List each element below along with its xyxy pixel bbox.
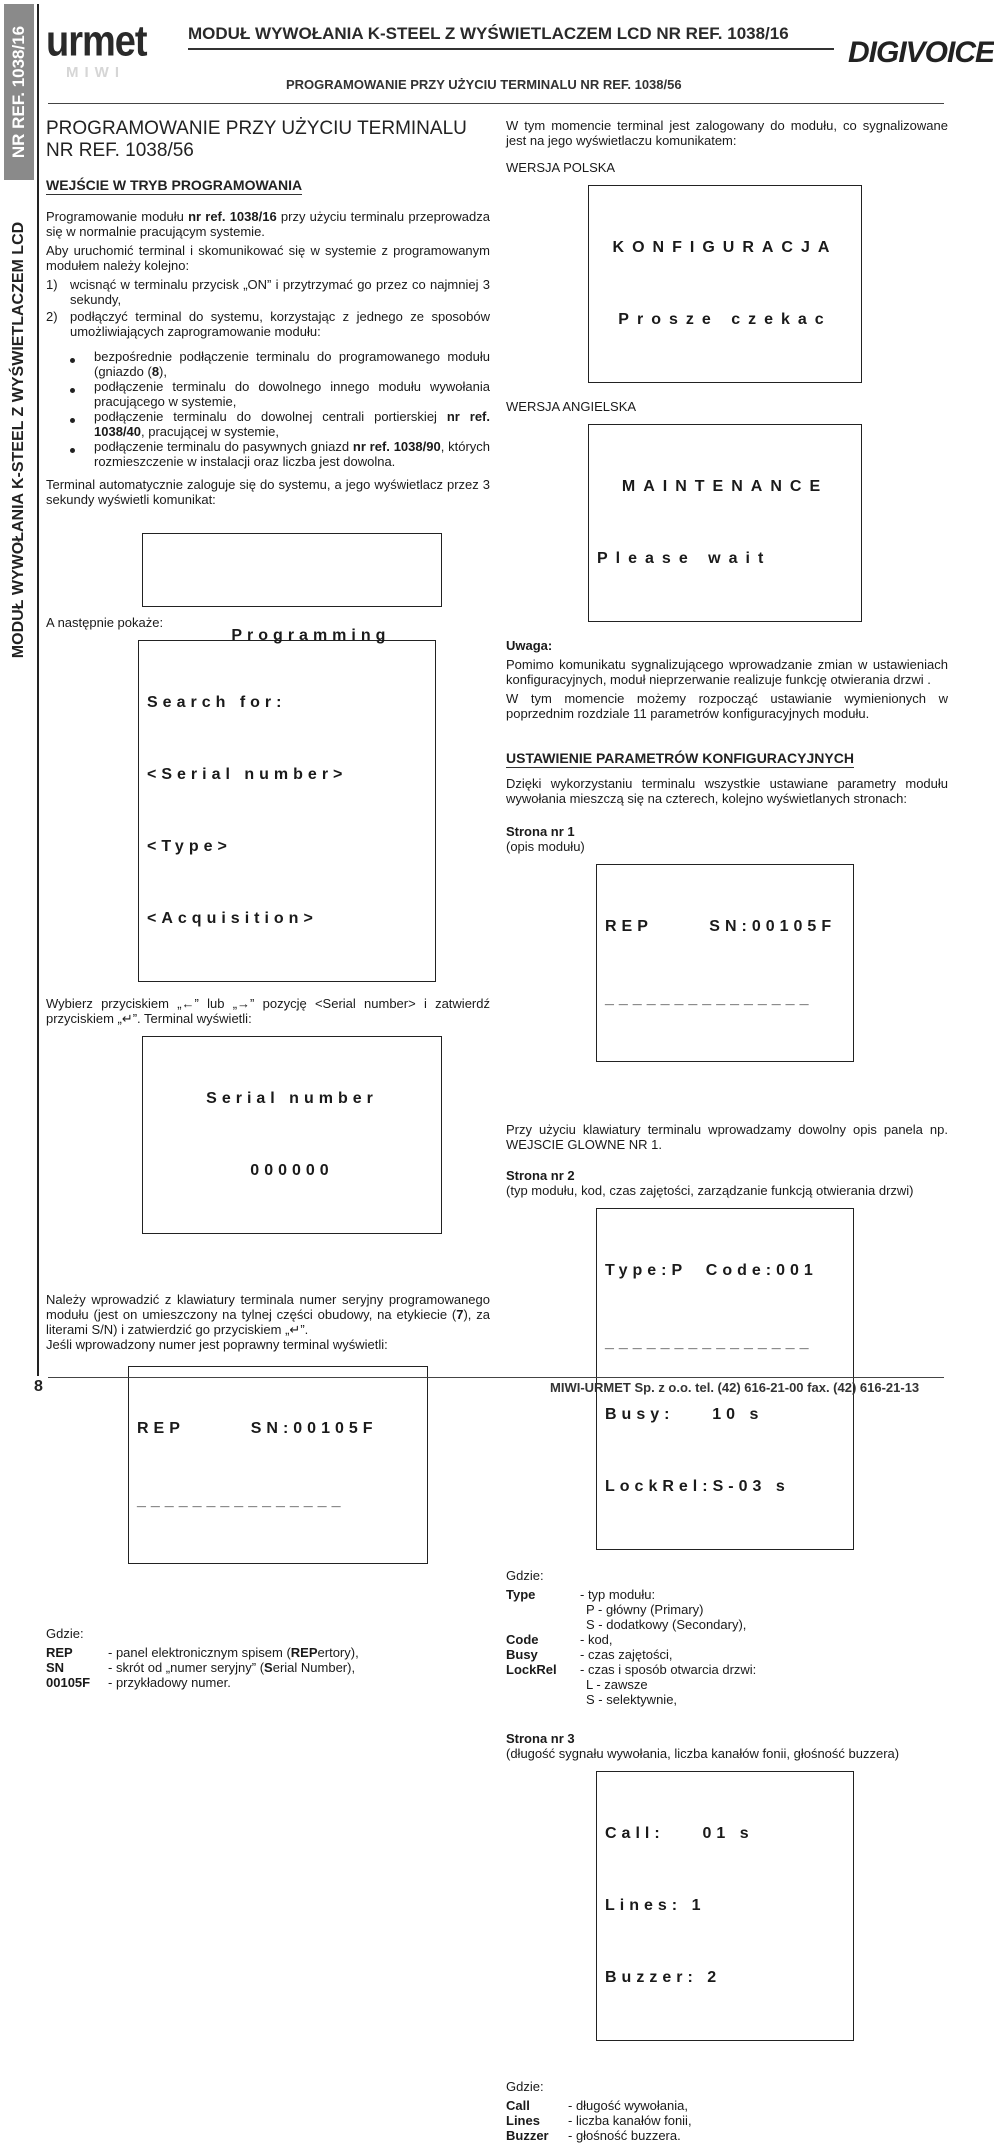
- lcd-row: MAINTENANCE: [621, 478, 829, 495]
- lcd-page3-display: [596, 1771, 854, 2041]
- logo-sub-text: MIWI: [66, 64, 125, 81]
- bullet-text: [94, 439, 490, 469]
- bullet-text-part: podłączenie terminalu do dowolnej centrali portierskiej: [94, 409, 447, 424]
- definition-key: Type: [506, 1587, 536, 1602]
- definition-text: - skrót od „numer seryjny” (: [108, 1660, 265, 1675]
- definition-key: LockRel: [506, 1662, 557, 1677]
- lcd-row: Search for:: [147, 694, 287, 711]
- definition-text: ertory),: [317, 1645, 359, 1660]
- auto-login-paragraph: Terminal automatycznie zaloguje się do systemu, a jego wyświetlacz przez 3 sekundy wyświetli komunikat:: [46, 477, 490, 507]
- section-title-config: USTAWIENIE PARAMETRÓW KONFIGURACYJNYCH: [506, 750, 854, 766]
- definition-text: erial Number),: [272, 1660, 356, 1675]
- list-item: [46, 1660, 490, 1675]
- page2-definitions-list: [506, 1587, 948, 1707]
- definition-text: - przykładowy numer.: [108, 1675, 231, 1690]
- list-item: [506, 1617, 948, 1632]
- list-item: [506, 2098, 948, 2113]
- main-heading-line2: NR REF. 1038/56: [46, 140, 194, 161]
- lcd-english-display: [588, 424, 862, 622]
- side-divider: [37, 4, 39, 1376]
- lcd-serial-display: [142, 1036, 442, 1234]
- version-polish-label: WERSJA POLSKA: [506, 160, 616, 175]
- step-text: wcisnąć w terminalu przycisk „ON” i przytrzymać go przez co najmniej 3 sekundy,: [70, 277, 490, 307]
- definition-value: L - zawsze: [586, 1677, 648, 1692]
- definition-key: Code: [506, 1632, 539, 1647]
- version-english-label: WERSJA ANGIELSKA: [506, 399, 637, 414]
- definition-key: 00105F: [46, 1675, 91, 1690]
- list-item: [506, 1677, 948, 1692]
- enter-serial-paragraph: [46, 1292, 490, 1337]
- lcd-row: REP SN:00105F: [137, 1420, 378, 1437]
- footer-company-info: MIWI-URMET Sp. z o.o. tel. (42) 616-21-00 fax. (42) 616-21-13: [550, 1380, 920, 1395]
- bullet-text-part: ),: [159, 364, 167, 379]
- side-vertical-title: [4, 190, 34, 690]
- definition-value: [108, 1645, 490, 1660]
- bullet-icon: [68, 379, 94, 409]
- section-title-programming-mode: WEJŚCIE W TRYB PROGRAMOWANIA: [46, 177, 303, 193]
- list-item: [46, 277, 490, 307]
- list-item: [68, 409, 490, 439]
- enter-serial-bold: 7: [456, 1307, 464, 1322]
- bullet-icon: [68, 349, 94, 379]
- side-reference-label: NR REF. 1038/16: [9, 25, 28, 159]
- definition-value: - typ modułu:: [580, 1587, 656, 1602]
- definition-value: [108, 1660, 490, 1675]
- page2-subtitle: (typ modułu, kod, czas zajętości, zarządzanie funkcją otwierania drzwi): [506, 1183, 914, 1198]
- step-number: 2): [46, 309, 58, 324]
- definition-value: - kod,: [580, 1632, 613, 1647]
- header-divider: [48, 103, 944, 104]
- definitions-list: [46, 1645, 490, 1690]
- definition-key: [506, 1602, 586, 1617]
- lcd-row: Call: 01 s: [605, 1825, 754, 1842]
- page2-title: Strona nr 2: [506, 1168, 575, 1183]
- page3-title: Strona nr 3: [506, 1731, 575, 1746]
- lcd-programming-text: Programming: [231, 627, 391, 644]
- lcd-row: <Acquisition>: [147, 910, 318, 927]
- page-number: 8: [34, 1378, 43, 1395]
- bullet-text-bold: nr ref. 1038/40: [94, 409, 491, 439]
- lcd-row: Busy: 10 s: [605, 1406, 764, 1423]
- definition-bold: S: [264, 1660, 273, 1675]
- enter-serial-text: Należy wprowadzić z klawiatury terminala numer seryjny programowanego modułu (jest on umieszczony na tylnej części obudowy, na etykiecie (: [46, 1292, 490, 1322]
- list-item: [68, 439, 490, 469]
- logo-text: urmet: [46, 17, 147, 66]
- lcd-programming-display: [142, 533, 442, 644]
- lcd-row: _______________: [605, 1334, 814, 1351]
- steps-list: [46, 277, 490, 339]
- list-item: [506, 2113, 948, 2128]
- list-item: [506, 1602, 948, 1617]
- lcd-row: Type:P Code:001: [605, 1262, 818, 1279]
- lcd-row: Prosze czekac: [618, 311, 832, 328]
- definition-value: [108, 1675, 490, 1690]
- definition-text: - panel elektronicznym spisem (: [108, 1645, 291, 1660]
- definition-key: REP: [46, 1645, 73, 1660]
- list-item: [506, 1587, 948, 1602]
- bullet-text-part: bezpośrednie podłączenie terminalu do programowanego modułu (gniazdo (: [94, 349, 490, 379]
- definition-value: P - główny (Primary): [586, 1602, 704, 1617]
- urmet-logo: [46, 17, 147, 81]
- page3-definitions-list: [506, 2098, 948, 2143]
- list-item: [68, 349, 490, 379]
- list-item: [46, 1645, 490, 1660]
- page2-where-label: Gdzie:: [506, 1568, 544, 1583]
- lcd-row: Buzzer: 2: [605, 1969, 722, 1986]
- page3-where-label: Gdzie:: [506, 2079, 544, 2094]
- bullet-icon: [68, 409, 94, 439]
- connection-options-list: [68, 349, 490, 469]
- definition-key: [506, 1677, 586, 1692]
- lcd-row: KONFIGURACJA: [612, 239, 838, 256]
- document-subtitle: PROGRAMOWANIE PRZY UŻYCIU TERMINALU NR REF. 1038/56: [286, 77, 682, 92]
- enter-serial-text-end: ), za literami S/N) i zatwierdzić go przyciskiem „↵”.: [46, 1307, 490, 1337]
- bullet-icon: [68, 439, 94, 469]
- definition-key: Call: [506, 2098, 530, 2113]
- bullet-text-part: , których rozmieszczenie w instalacji oraz liczba jest dowolna.: [94, 439, 491, 469]
- list-item: [506, 1647, 948, 1662]
- config-intro-paragraph: Dzięki wykorzystaniu terminalu wszystkie ustawiane parametry modułu wywołania mieszczą się na czterech, kolejno wyświetlanych stronach:: [506, 776, 948, 806]
- list-item: [506, 1662, 948, 1677]
- right-column: [506, 118, 948, 2143]
- bullet-text: [94, 349, 490, 379]
- lcd-row: Please wait: [597, 550, 772, 567]
- side-reference-tab: [4, 4, 34, 180]
- lcd-row: LockRel:S-03 s: [605, 1478, 790, 1495]
- lcd-page2-display: [596, 1208, 854, 1550]
- bullet-text: podłączenie terminalu do dowolnego innego modułu wywołania pracującego w systemie,: [94, 379, 490, 409]
- lcd-row: _______________: [605, 990, 814, 1007]
- intro-text: Programowanie modułu: [46, 209, 189, 224]
- lcd-rep-display: [128, 1366, 428, 1564]
- definition-value: - czas i sposób otwarcia drzwi:: [580, 1662, 757, 1677]
- lcd-row: 000000: [250, 1162, 334, 1179]
- side-vertical-title-text: MODUŁ WYWOŁANIA K-STEEL Z WYŚWIETLACZEM LCD: [10, 221, 27, 659]
- note-paragraph: Pomimo komunikatu sygnalizującego wprowadzanie zmian w ustawieniach konfiguracyjnych, moduł nieprzerwanie realizuje funkcję otwierania drzwi .: [506, 657, 948, 687]
- definition-key: Buzzer: [506, 2128, 549, 2143]
- list-item: [46, 309, 490, 339]
- note-label: Uwaga:: [506, 638, 553, 653]
- definition-key: [506, 1692, 586, 1707]
- definition-value: - czas zajętości,: [580, 1647, 673, 1662]
- definition-key: Busy: [506, 1647, 538, 1662]
- correct-number-paragraph: Jeśli wprowadzony numer jest poprawny terminal wyświetli:: [46, 1337, 388, 1352]
- lcd-row: Lines: 1: [605, 1897, 706, 1914]
- definition-value: - długość wywołania,: [568, 2098, 688, 2113]
- logged-in-paragraph: W tym momencie terminal jest zalogowany do modułu, co sygnalizowane jest na jego wyświetlaczu komunikatem:: [506, 118, 948, 148]
- document-title: MODUŁ WYWOŁANIA K-STEEL Z WYŚWIETLACZEM LCD NR REF. 1038/16: [188, 24, 789, 43]
- page1-paragraph: Przy użyciu klawiatury terminalu wprowadzamy dowolny opis panela np. WEJSCIE GLOWNE NR 1.: [506, 1122, 948, 1152]
- left-column: [46, 118, 490, 1690]
- list-item: [506, 1692, 948, 1707]
- steps-intro-paragraph: Aby uruchomić terminal i skomunikować się w systemie z programowanym modułem należy kolejno:: [46, 243, 490, 273]
- definition-bold: REP: [290, 1645, 318, 1660]
- definition-value: - liczba kanałów fonii,: [568, 2113, 692, 2128]
- digivoice-brand: DIGIVOICE: [848, 36, 994, 69]
- lcd-row: _______________: [137, 1492, 346, 1509]
- definition-value: S - dodatkowy (Secondary),: [586, 1617, 747, 1632]
- definition-key: [506, 1617, 586, 1632]
- note-paragraph-2: W tym momencie możemy rozpocząć ustawianie wymienionych w poprzednim rozdziale 11 parametrów konfiguracyjnych modułu.: [506, 691, 948, 721]
- list-item: [506, 2128, 948, 2143]
- list-item: [46, 1675, 490, 1690]
- bullet-text-part: , pracującej w systemie,: [141, 424, 279, 439]
- lcd-row: <Serial number>: [147, 766, 348, 783]
- page1-subtitle: (opis modułu): [506, 839, 585, 854]
- definition-value: - głośność buzzera.: [568, 2128, 681, 2143]
- page3-subtitle: (długość sygnału wywołania, liczba kanałów fonii, głośność buzzera): [506, 1746, 900, 1761]
- main-heading-line1: PROGRAMOWANIE PRZY UŻYCIU TERMINALU: [46, 118, 467, 139]
- where-label: Gdzie:: [46, 1626, 84, 1641]
- step-text: podłączyć terminal do systemu, korzystając z jednego ze sposobów umożliwiających zaprogramowanie modułu:: [70, 309, 490, 339]
- list-item: [68, 379, 490, 409]
- then-shows-label: A następnie pokaże:: [46, 615, 164, 630]
- bullet-text-bold: nr ref. 1038/90: [352, 439, 441, 454]
- lcd-row: REP SN:00105F: [605, 918, 837, 935]
- list-item: [506, 1632, 948, 1647]
- lcd-page1-display: [596, 864, 854, 1062]
- bullet-text-part: podłączenie terminalu do pasywnych gniazd: [94, 439, 353, 454]
- intro-text-end: przy użyciu terminalu przeprowadza się w normalnie pracującym systemie.: [46, 209, 490, 239]
- lcd-polish-display: [588, 185, 862, 383]
- definition-key: Lines: [506, 2113, 540, 2128]
- step-number: 1): [46, 277, 58, 292]
- lcd-row: Serial number: [206, 1090, 378, 1107]
- intro-ref: nr ref. 1038/16: [188, 209, 277, 224]
- select-serial-paragraph: Wybierz przyciskiem „←” lub „→” pozycję <Serial number> i zatwierdź przyciskiem „↵”. Terminal wyświetli:: [46, 996, 490, 1026]
- definition-value: S - selektywnie,: [586, 1692, 678, 1707]
- lcd-row: <Type>: [147, 838, 232, 855]
- title-underline: [188, 48, 834, 50]
- page1-title: Strona nr 1: [506, 824, 575, 839]
- bullet-text: [94, 409, 490, 439]
- intro-paragraph: [46, 209, 490, 239]
- definition-key: SN: [46, 1660, 65, 1675]
- bullet-text-bold: 8: [151, 364, 160, 379]
- footer-divider: [48, 1377, 944, 1378]
